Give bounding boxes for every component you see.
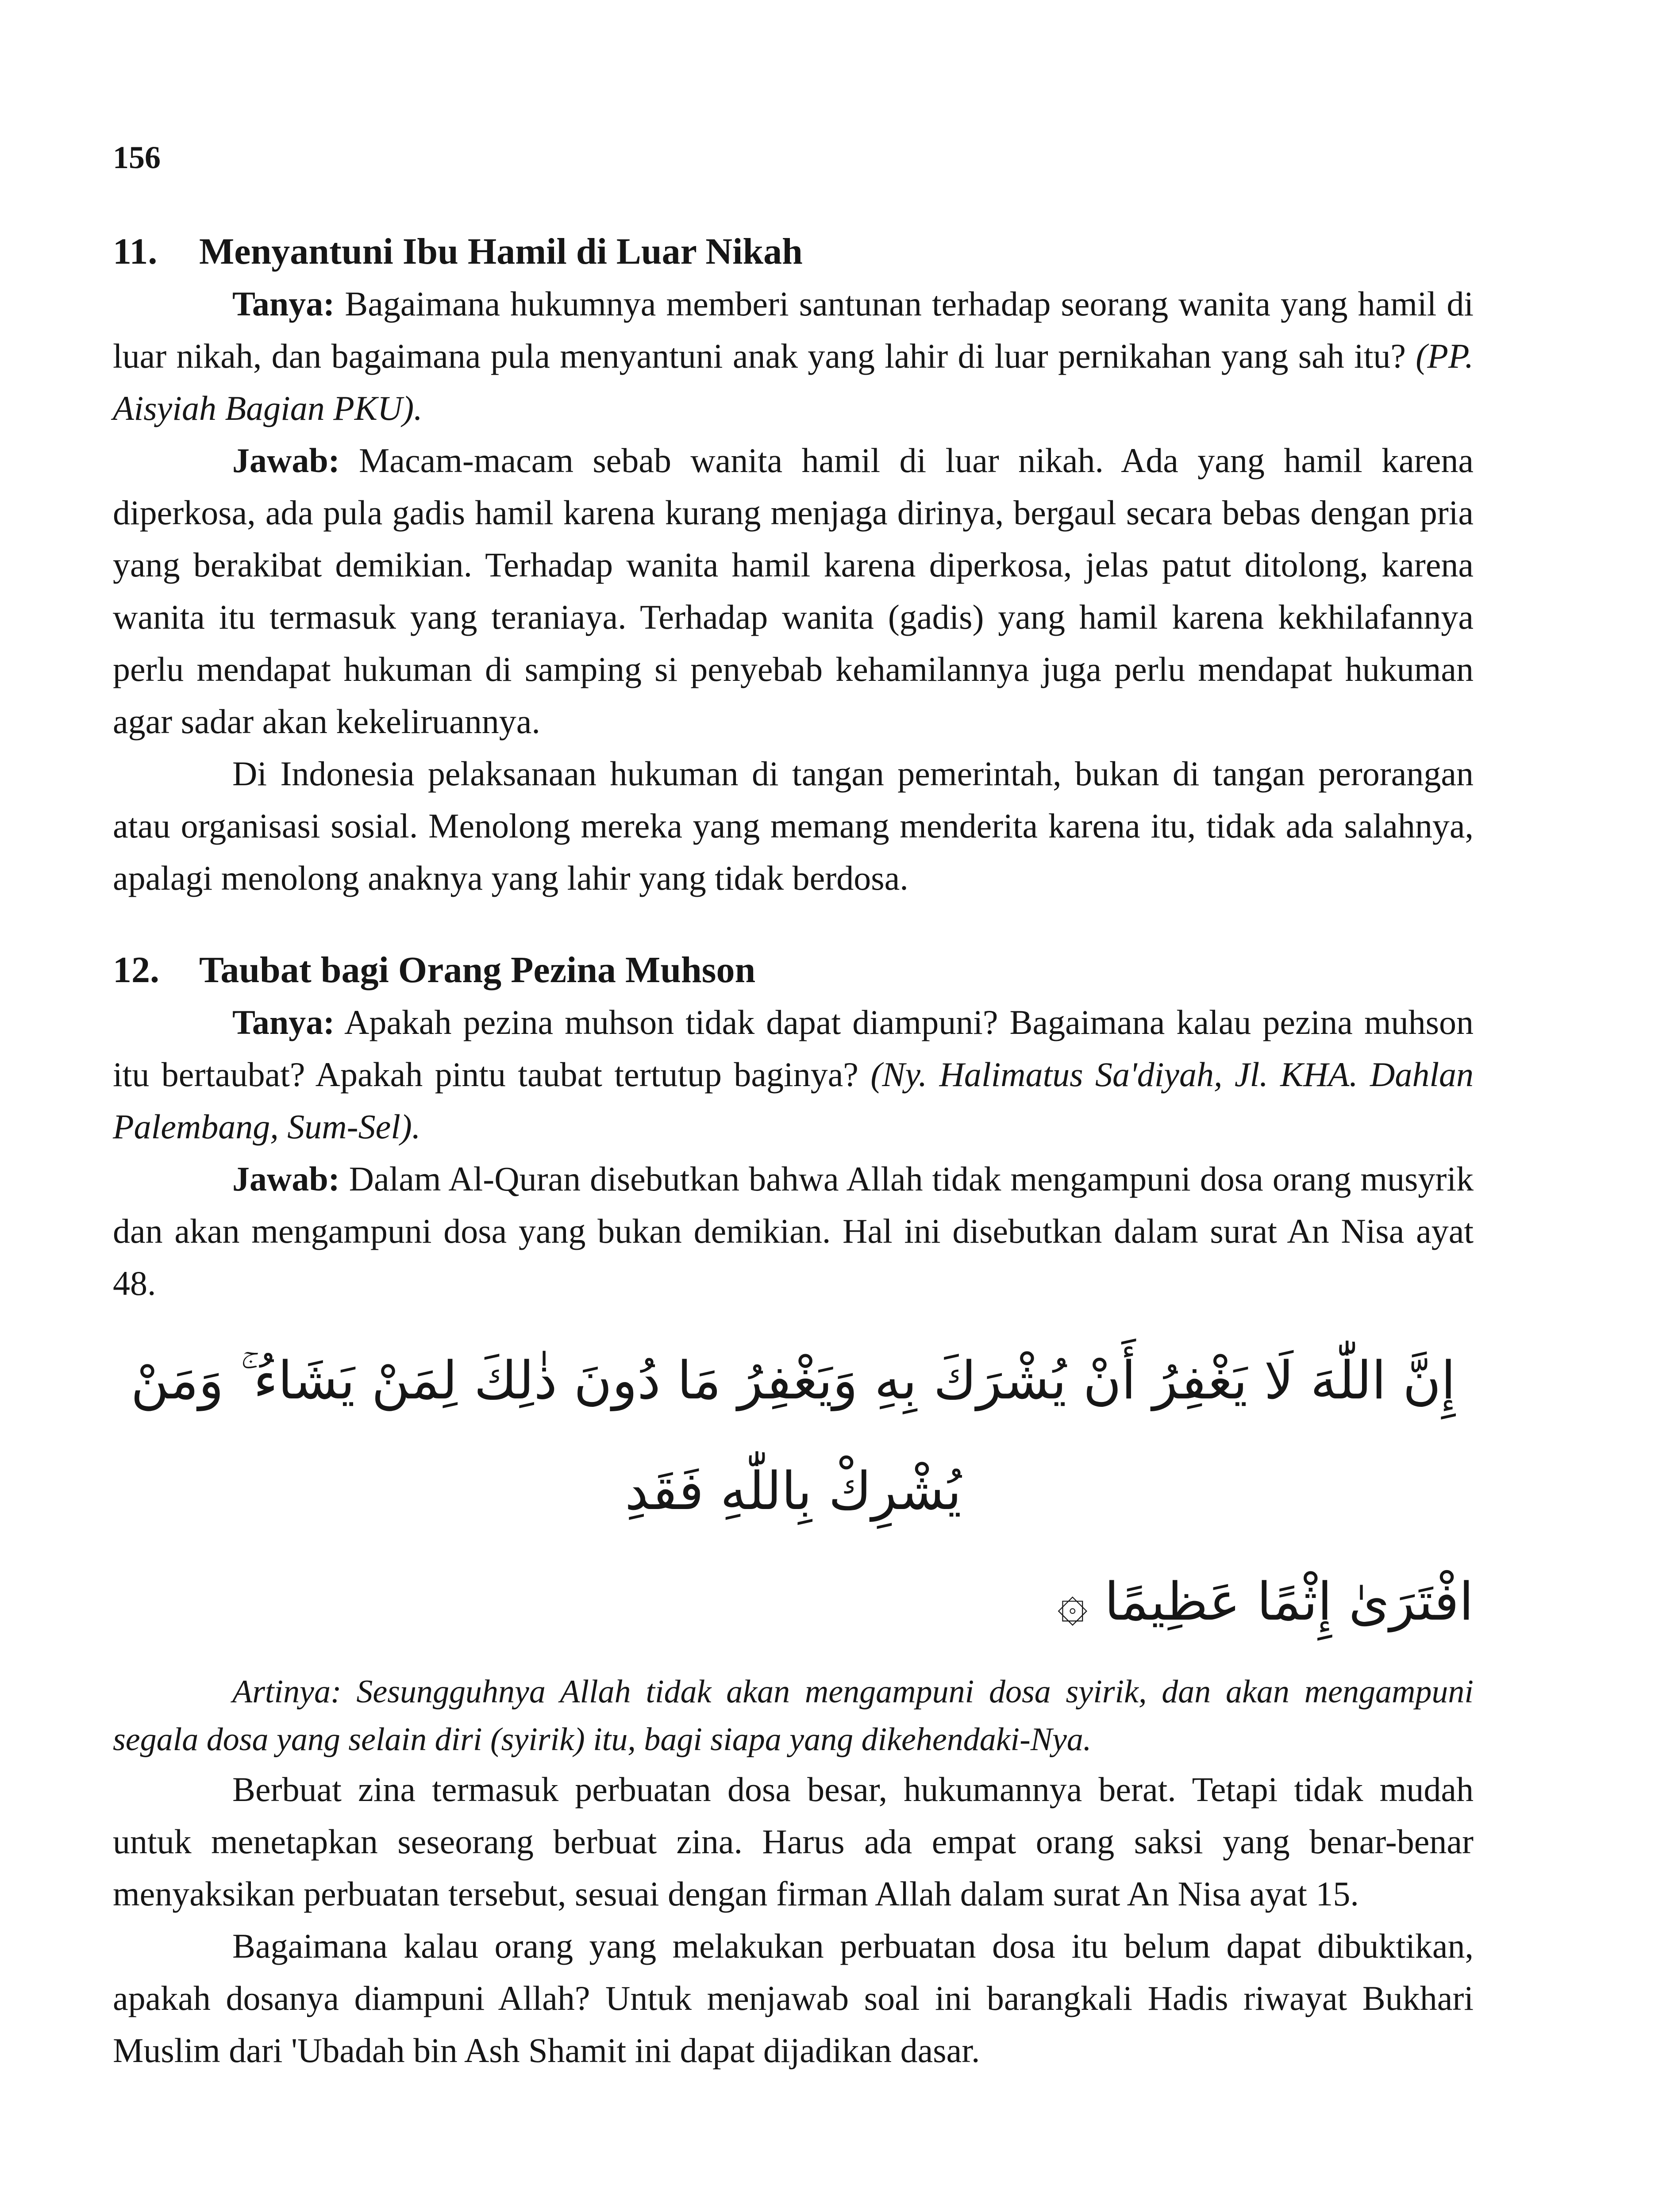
question-text: Bagaimana hukumnya memberi santunan terhadap seorang wanita yang hamil di luar nikah, dan bagaimana pula menyantuni anak yang lahir di luar pernikahan yang sah itu? bbox=[113, 284, 1474, 375]
section-number: 12. bbox=[113, 949, 159, 991]
arabic-line: إِنَّ اللّٰهَ لَا يَغْفِرُ أَنْ يُشْرَكَ بِهِ وَيَغْفِرُ مَا دُونَ ذٰلِكَ لِمَنْ يَشَاءُ ۚ وَمَنْ يُشْرِكْ بِاللّٰهِ فَقَدِ bbox=[131, 1350, 1456, 1521]
answer-paragraph bbox=[113, 434, 1474, 748]
section-title: Menyantuni Ibu Hamil di Luar Nikah bbox=[199, 231, 803, 272]
section-title: Taubat bagi Orang Pezina Muhson bbox=[199, 949, 756, 991]
question-source: (Ny. Halimatus Sa'diyah, Jl. KHA. Dahlan Palembang, Sum-Sel). bbox=[113, 1055, 1474, 1146]
section-heading bbox=[113, 944, 1474, 996]
question-paragraph bbox=[113, 278, 1474, 434]
section-12 bbox=[113, 944, 1474, 2077]
verse-translation: Artinya: Sesungguhnya Allah tidak akan mengampuni dosa syirik, dan akan mengampuni segala dosa yang selain diri (syirik) itu, bagi siapa yang dikehendaki-Nya. bbox=[113, 1674, 1474, 1758]
answer-label: Jawab: bbox=[232, 1160, 340, 1198]
body-paragraph: Bagaimana kalau orang yang melakukan perbuatan dosa itu belum dapat dibuktikan, apakah dosanya diampuni Allah? Untuk menjawab soal ini barangkali Hadis riwayat Bukhari Muslim dari 'Ubadah bin Ash Shamit ini dapat dijadikan dasar. bbox=[113, 1927, 1474, 2070]
question-paragraph bbox=[113, 996, 1474, 1153]
answer-text: Macam-macam sebab wanita hamil di luar nikah. Ada yang hamil karena diperkosa, ada pula gadis hamil karena kurang menjaga dirinya, bergaul secara bebas dengan pria yang berakibat demikian. Terhadap wanita hamil karena diperkosa, jelas patut ditolong, karena wanita itu termasuk yang teraniaya. Terhadap wanita (gadis) yang hamil karena kekhilafannya perlu mendapat hukuman di samping si penyebab kehamilannya juga perlu mendapat hukuman agar sadar akan kekeliruannya. bbox=[113, 441, 1474, 741]
section-number: 11. bbox=[113, 231, 158, 272]
body-paragraph: Berbuat zina termasuk perbuatan dosa besar, hukumannya berat. Tetapi tidak mudah untuk menetapkan seseorang berbuat zina. Harus ada empat orang saksi yang benar-benar menyaksikan perbuatan tersebut, sesuai dengan firman Allah dalam surat An Nisa ayat 15. bbox=[113, 1770, 1474, 1913]
arabic-line: افْتَرَىٰ إِثْمًا عَظِيمًا ۞ bbox=[1057, 1571, 1474, 1632]
page-number: 156 bbox=[113, 140, 161, 175]
question-label: Tanya: bbox=[232, 284, 335, 323]
answer-label: Jawab: bbox=[232, 441, 340, 480]
section-heading bbox=[113, 226, 1474, 278]
question-text: Apakah pezina muhson tidak dapat diampuni? Bagaimana kalau pezina muhson itu bertaubat? Apakah pintu taubat tertutup baginya? bbox=[113, 1003, 1474, 1094]
quran-verse bbox=[113, 1325, 1474, 1657]
answer-text: Dalam Al-Quran disebutkan bahwa Allah tidak mengampuni dosa orang musyrik dan akan mengampuni dosa yang bukan demikian. Hal ini disebutkan dalam surat An Nisa ayat 48. bbox=[113, 1160, 1474, 1302]
answer-paragraph bbox=[113, 1153, 1474, 1310]
page-content bbox=[113, 226, 1474, 2116]
question-source: (PP. Aisyiah Bagian PKU). bbox=[113, 337, 1474, 427]
question-label: Tanya: bbox=[232, 1003, 335, 1041]
section-11 bbox=[113, 226, 1474, 904]
body-paragraph: Di Indonesia pelaksanaan hukuman di tangan pemerintah, bukan di tangan perorangan atau organisasi sosial. Menolong mereka yang memang menderita karena itu, tidak ada salahnya, apalagi menolong anaknya yang lahir yang tidak berdosa. bbox=[113, 754, 1474, 897]
